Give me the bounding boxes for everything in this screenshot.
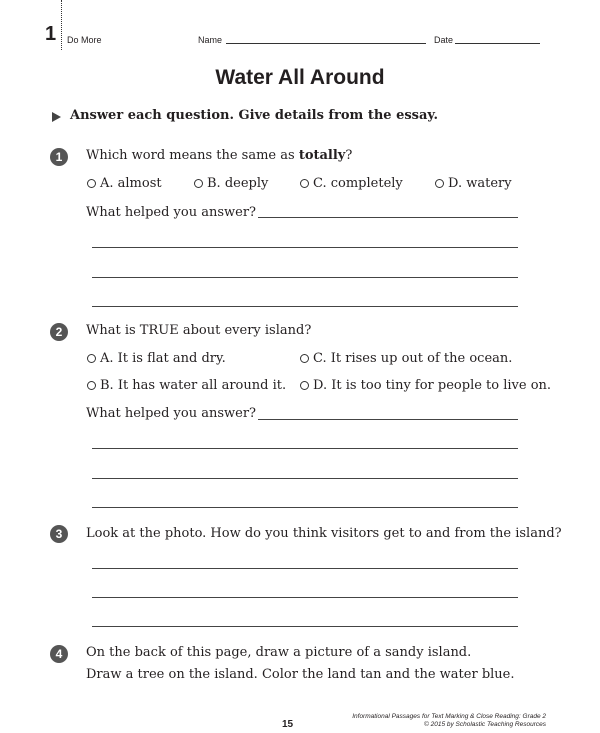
radio-circle-icon[interactable]	[194, 179, 203, 188]
question-number-1: 1	[50, 148, 68, 166]
unit-number: 1	[45, 23, 57, 45]
page-number: 15	[282, 719, 294, 730]
q2-option-b[interactable]: B. It has water all around it.	[87, 378, 286, 393]
date-field[interactable]	[455, 43, 540, 44]
question-2-prompt: What is TRUE about every island?	[86, 323, 312, 338]
question-number-2: 2	[50, 323, 68, 341]
q1-option-c[interactable]: C. completely	[300, 176, 403, 191]
q2-option-d[interactable]: D. It is too tiny for people to live on.	[300, 378, 551, 393]
q2-helper-label: What helped you answer?	[86, 406, 257, 421]
directions-text: Answer each question. Give details from the essay.	[70, 108, 438, 123]
q2-answer-line[interactable]	[258, 419, 518, 420]
q1-answer-line[interactable]	[92, 247, 518, 248]
q2-option-c[interactable]: C. It rises up out of the ocean.	[300, 351, 512, 366]
radio-circle-icon[interactable]	[300, 381, 309, 390]
radio-circle-icon[interactable]	[300, 354, 309, 363]
q1-helper-label: What helped you answer?	[86, 205, 257, 220]
q1-option-d[interactable]: D. watery	[435, 176, 512, 191]
q3-answer-line[interactable]	[92, 597, 518, 598]
q2-option-a[interactable]: A. It is flat and dry.	[87, 351, 226, 366]
question-3-prompt: Look at the photo. How do you think visitors get to and from the island?	[86, 526, 562, 541]
q1-option-b[interactable]: B. deeply	[194, 176, 268, 191]
name-label: Name	[198, 35, 223, 45]
q1-answer-line[interactable]	[92, 277, 518, 278]
header-divider	[61, 0, 62, 50]
question-4-line-2: Draw a tree on the island. Color the land tan and the water blue.	[86, 667, 515, 682]
footer-credit	[352, 713, 546, 729]
q3-answer-line[interactable]	[92, 568, 518, 569]
question-1-prompt: Which word means the same as totally?	[86, 148, 353, 163]
q3-answer-line[interactable]	[92, 626, 518, 627]
credit-line-1: Informational Passages for Text Marking & Close Reading: Grade 2	[352, 713, 546, 720]
radio-circle-icon[interactable]	[435, 179, 444, 188]
q1-answer-line[interactable]	[92, 306, 518, 307]
q1-answer-line[interactable]	[258, 217, 518, 218]
credit-line-2: © 2015 by Scholastic Teaching Resources	[424, 721, 546, 728]
q1-option-a[interactable]: A. almost	[87, 176, 162, 191]
radio-circle-icon[interactable]	[87, 381, 96, 390]
question-number-4: 4	[50, 645, 68, 663]
unit-label: Do More	[67, 35, 102, 45]
date-label: Date	[434, 35, 454, 45]
radio-circle-icon[interactable]	[87, 354, 96, 363]
question-4-line-1: On the back of this page, draw a picture of a sandy island.	[86, 645, 472, 660]
play-arrow-icon	[52, 112, 61, 122]
question-number-3: 3	[50, 525, 68, 543]
q2-answer-line[interactable]	[92, 448, 518, 449]
radio-circle-icon[interactable]	[87, 179, 96, 188]
q2-answer-line[interactable]	[92, 507, 518, 508]
radio-circle-icon[interactable]	[300, 179, 309, 188]
page-title: Water All Around	[215, 66, 385, 89]
name-field[interactable]	[226, 43, 426, 44]
q2-answer-line[interactable]	[92, 478, 518, 479]
question-1-keyword: totally	[298, 148, 346, 163]
